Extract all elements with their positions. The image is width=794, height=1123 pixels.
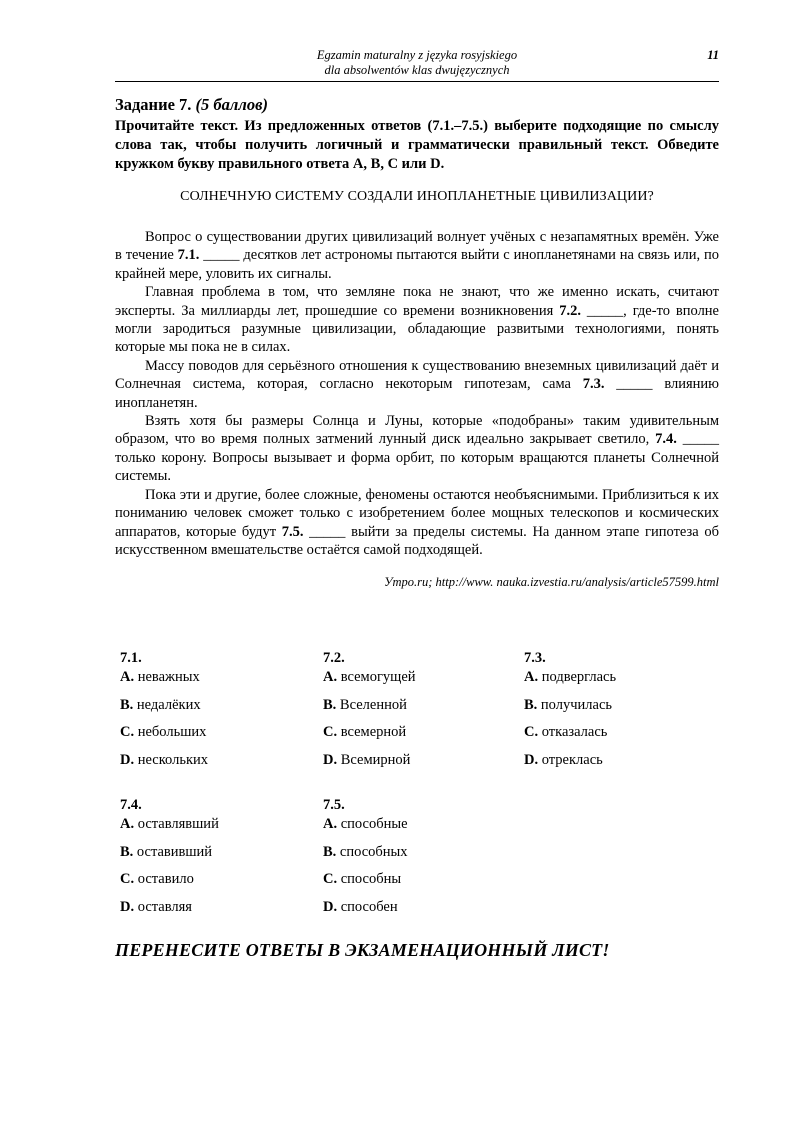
answer-option[interactable] <box>323 870 408 898</box>
page-header <box>115 47 719 82</box>
option-text: оставлявший <box>137 816 219 832</box>
answer-option[interactable] <box>120 751 208 779</box>
paragraph-text: _____ только корону. Вопросы вызывает и форма орбит, по которым вращаются планеты Солнечной системы. <box>115 431 720 485</box>
option-letter: C. <box>120 871 135 887</box>
paragraph-text: Пока эти и другие, более сложные, феномены остаются необъяснимыми. Приблизиться к их пониманию человек сможет только с изобретением более мощных телескопов и космических аппаратов, которые будут <box>115 486 719 540</box>
option-text: способны <box>340 871 402 887</box>
gap-reference: 7.3. <box>582 376 605 393</box>
option-text: небольших <box>137 724 207 740</box>
option-text: неважных <box>137 669 200 685</box>
article-source: Утро.ru; http://www. nauka.izvestia.ru/analysis/article57599.html <box>384 575 719 589</box>
question-7-4 <box>120 797 219 925</box>
article-title: СОЛНЕЧНУЮ СИСТЕМУ СОЗДАЛИ ИНОПЛАНЕТНЫЕ ЦИВИЛИЗАЦИИ? <box>180 189 654 204</box>
option-text: получилась <box>540 696 612 713</box>
answer-option[interactable] <box>524 723 616 751</box>
option-letter: A. <box>323 816 338 832</box>
article-paragraph <box>115 486 719 560</box>
option-letter: A. <box>524 669 539 685</box>
option-text: всемогущей <box>340 669 416 685</box>
answer-option[interactable] <box>323 696 416 724</box>
option-letter: C. <box>323 871 338 887</box>
task-title <box>115 95 268 115</box>
option-text: Всемирной <box>340 751 411 768</box>
option-letter: A. <box>323 669 338 685</box>
option-letter: C. <box>120 724 135 740</box>
article-paragraph <box>115 357 719 412</box>
task-points: (5 баллов) <box>195 95 268 114</box>
header-exam-title: Egzamin maturalny z języka rosyjskiego <box>316 48 518 62</box>
gap-reference: 7.5. <box>281 523 304 540</box>
option-text: отказалась <box>541 724 608 740</box>
transfer-answers-notice: ПЕРЕНЕСИТЕ ОТВЕТЫ В ЭКЗАМЕНАЦИОННЫЙ ЛИСТ! <box>115 940 610 960</box>
task-instruction <box>115 117 719 174</box>
option-letter: C. <box>323 724 338 740</box>
answer-option[interactable] <box>120 870 219 898</box>
option-letter: D. <box>323 751 338 768</box>
option-letter: B. <box>524 696 538 713</box>
option-text: нескольких <box>137 751 208 768</box>
option-letter: A. <box>120 669 135 685</box>
question-number: 7.1. <box>120 650 142 666</box>
answer-option[interactable] <box>524 751 616 779</box>
answer-option[interactable] <box>323 843 408 871</box>
paragraph-text: _____, где-то вполне могли зародиться разумные цивилизации, обладающие развитыми технологиями, понять которые мы пока не в силах. <box>115 302 719 356</box>
option-text: Вселенной <box>339 696 407 713</box>
answer-option[interactable] <box>323 815 408 843</box>
answer-option[interactable] <box>524 696 616 724</box>
option-letter: D. <box>120 898 135 915</box>
option-letter: A. <box>120 816 135 832</box>
option-text: способен <box>340 898 398 915</box>
option-letter: B. <box>323 843 337 860</box>
option-letter: B. <box>120 843 134 860</box>
option-text: отреклась <box>541 751 603 768</box>
option-letter: D. <box>323 898 338 915</box>
paragraph-text: Вопрос о существовании других цивилизаций волнует учёных с незапамятных времён. Уже в течение <box>115 229 719 264</box>
article-paragraph <box>115 228 719 283</box>
header-exam-subtitle: dla absolwentów klas dwujęzycznych <box>324 63 510 77</box>
gap-reference: 7.1. <box>177 247 200 264</box>
question-number: 7.4. <box>120 797 142 813</box>
answer-option[interactable] <box>120 723 208 751</box>
answer-option[interactable] <box>524 668 616 696</box>
question-number: 7.2. <box>323 650 345 666</box>
answer-option[interactable] <box>120 843 219 871</box>
question-number: 7.3. <box>524 650 546 666</box>
answer-option[interactable] <box>120 668 208 696</box>
question-7-2 <box>323 650 416 778</box>
option-letter: D. <box>524 751 539 768</box>
instruction-text: Прочитайте текст. Из предложенных ответов (7.1.–7.5.) выберите подходящие по смыслу слова так, чтобы получить логичный и грамматически правильный текст. Обведите кружком букву правильного ответа A, B, C или D. <box>115 118 719 172</box>
question-7-5 <box>323 797 408 925</box>
option-text: способных <box>339 843 408 860</box>
question-7-1 <box>120 650 208 778</box>
paragraph-text: Главная проблема в том, что земляне пока не знают, что же именно искать, считают эксперты. За миллиарды лет, прошедшие со времени возникновения <box>115 284 719 319</box>
answer-option[interactable] <box>323 723 416 751</box>
article-paragraph <box>115 283 719 357</box>
option-text: оставляя <box>137 898 192 915</box>
answer-option[interactable] <box>323 898 408 926</box>
option-text: недалёких <box>136 696 201 713</box>
option-text: оставило <box>137 871 194 887</box>
task-number: Задание 7. <box>115 95 192 114</box>
paragraph-text: _____ выйти за пределы системы. На данном этапе гипотеза об искусственном вмешательстве остаётся самой подходящей. <box>115 523 719 558</box>
answer-option[interactable] <box>323 751 416 779</box>
paragraph-text: _____ десятков лет астрономы пытаются выйти с инопланетянами на связь или, по крайней мере, уловить их сигналы. <box>115 247 719 282</box>
answer-option[interactable] <box>120 696 208 724</box>
gap-reference: 7.2. <box>559 302 581 319</box>
answer-option[interactable] <box>120 815 219 843</box>
question-7-3 <box>524 650 616 778</box>
page-number: 11 <box>707 48 719 62</box>
paragraph-text: Массу поводов для серьёзного отношения к существованию внеземных цивилизаций даёт и Солнечная система, которая, согласно некоторым гипотезам, сама <box>115 357 719 393</box>
option-letter: C. <box>524 724 539 740</box>
option-text: способные <box>340 816 408 832</box>
option-letter: B. <box>120 696 134 713</box>
answer-option[interactable] <box>323 668 416 696</box>
article-paragraph <box>115 412 719 486</box>
question-number: 7.5. <box>323 797 345 813</box>
option-text: всемерной <box>340 724 407 740</box>
option-letter: D. <box>120 751 135 768</box>
answer-option[interactable] <box>120 898 219 926</box>
paragraph-text: _____ влиянию инопланетян. <box>115 376 719 411</box>
option-text: подверглась <box>541 669 617 685</box>
option-text: оставивший <box>136 843 213 860</box>
gap-reference: 7.4. <box>655 431 677 448</box>
article-body <box>115 228 719 559</box>
option-letter: B. <box>323 696 337 713</box>
paragraph-text: Взять хотя бы размеры Солнца и Луны, которые «подобраны» таким удивительным образом, что во время полных затмений лунный диск идеально закрывает светило, <box>115 413 719 448</box>
